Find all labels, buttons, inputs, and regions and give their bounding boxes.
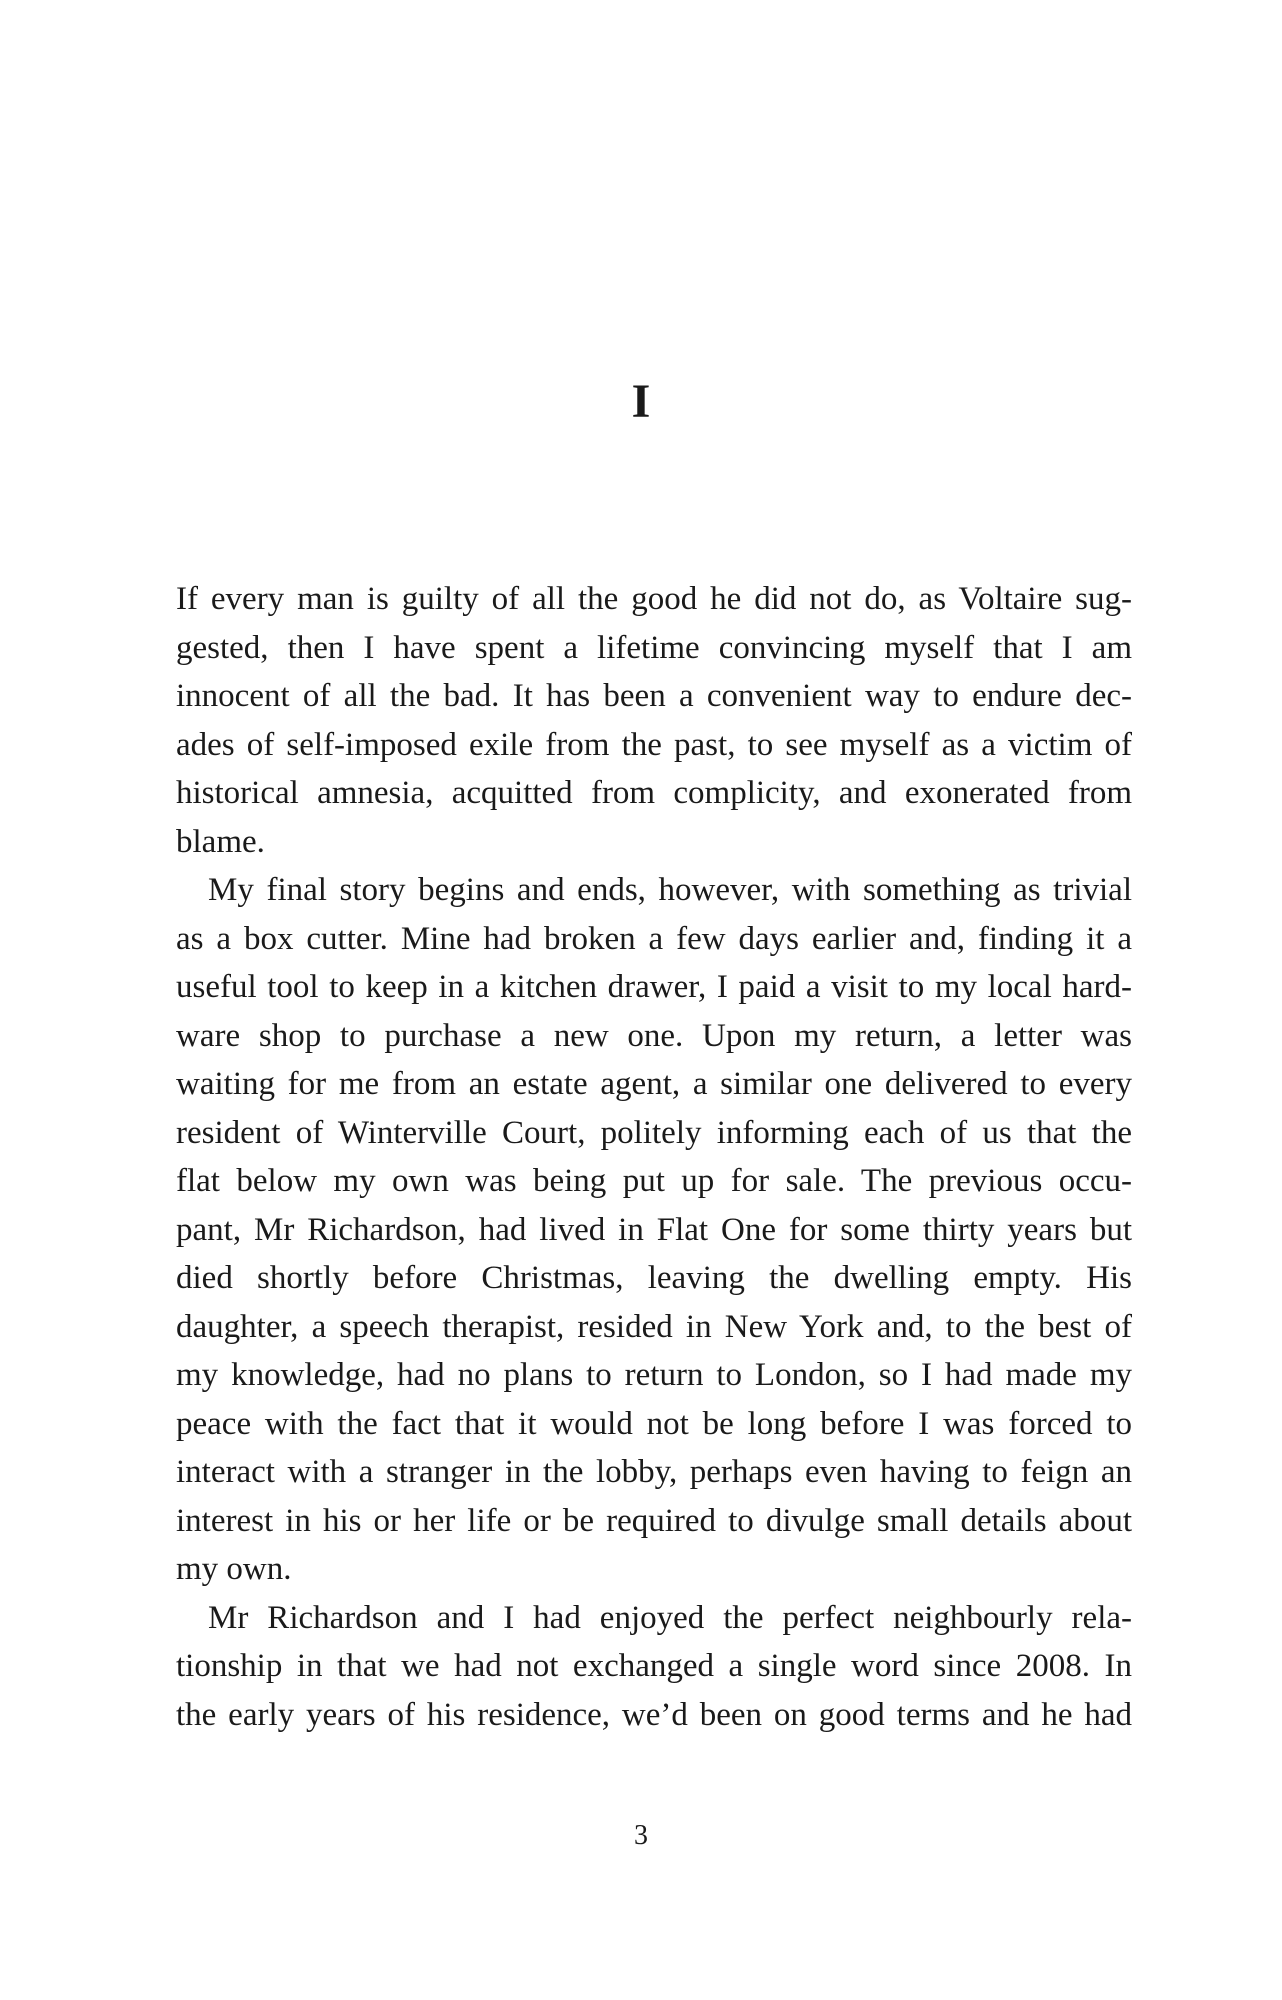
text-line: historical amnesia, acquitted from complicity, and exonerated from (176, 775, 1132, 811)
text-line: pant, Mr Richardson, had lived in Flat One for some thirty years but (176, 1211, 1132, 1248)
paragraph (176, 1594, 1132, 1740)
text-line: as a box cutter. Mine had broken a few days earlier and, finding it a (176, 920, 1132, 957)
text-line: ades of self-imposed exile from the past, to see myself as a victim of (176, 726, 1132, 763)
text-line: innocent of all the bad. It has been a convenient way to endure dec- (176, 678, 1132, 714)
text-line: Mr Richardson and I had enjoyed the perfect neighbourly rela- (208, 1599, 1132, 1636)
text-line: If every man is guilty of all the good he did not do, as Voltaire sug- (176, 581, 1132, 617)
text-line: resident of Winterville Court, politely informing each of us that the (176, 1114, 1132, 1151)
text-line: my own. (176, 1551, 292, 1587)
text-line: waiting for me from an estate agent, a similar one delivered to every (176, 1066, 1132, 1102)
text-line: interest in his or her life or be required to divulge small details about (176, 1502, 1132, 1539)
chapter-number: I (631, 375, 651, 428)
text-line: flat below my own was being put up for sale. The previous occu- (176, 1163, 1132, 1199)
text-line: gested, then I have spent a lifetime convincing myself that I am (176, 629, 1132, 666)
text-line: interact with a stranger in the lobby, perhaps even having to feign an (176, 1454, 1132, 1490)
text-line: blame. (176, 823, 265, 860)
text-line: ware shop to purchase a new one. Upon my return, a letter was (176, 1017, 1132, 1054)
text-line: useful tool to keep in a kitchen drawer, I paid a visit to my local hard- (176, 969, 1132, 1005)
body-text (176, 575, 1132, 1739)
paragraph (176, 866, 1132, 1594)
text-line: died shortly before Christmas, leaving the dwelling empty. His (176, 1260, 1132, 1296)
text-line: peace with the fact that it would not be long before I was forced to (176, 1405, 1132, 1442)
text-line: my knowledge, had no plans to return to London, so I had made my (176, 1357, 1132, 1393)
page-number: 3 (634, 1820, 648, 1851)
text-line: daughter, a speech therapist, resided in New York and, to the best of (176, 1308, 1132, 1345)
paragraph (176, 575, 1132, 866)
text-line: the early years of his residence, we’d been on good terms and he had (176, 1696, 1132, 1733)
text-line: tionship in that we had not exchanged a single word since 2008. In (176, 1648, 1132, 1684)
text-line: My final story begins and ends, however, with something as trivial (208, 872, 1132, 908)
